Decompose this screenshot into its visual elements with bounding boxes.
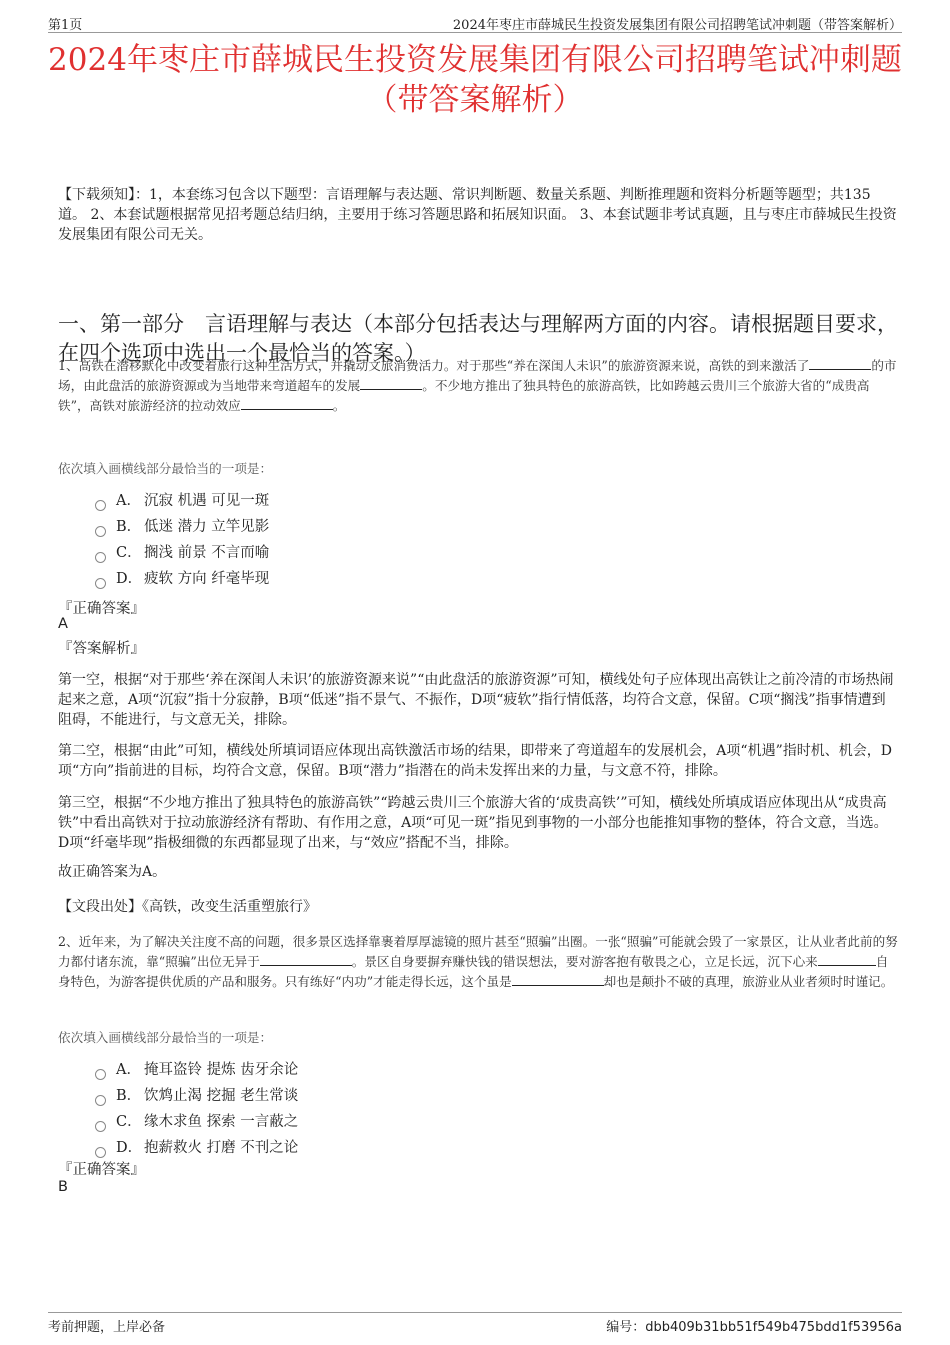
radio-icon[interactable] [95, 578, 106, 589]
page-number: 第1页 [48, 18, 83, 33]
blank [512, 973, 604, 986]
page-header [48, 12, 902, 33]
download-notice: 【下载须知】：1，本套练习包含以下题型：言语理解与表达题、常识判断题、数量关系题、判断推理题和资料分析题等题型；共135道。 2、本套试题根据常见招考题总结归纳，主要用于练习答题思路和拓展知识面。 3、本套试题非考试真题，且与枣庄市薛城民生投资发展集团有限公司无关。 [58, 187, 897, 243]
title-line-1: 2024年枣庄市薛城民生投资发展集团有限公司招聘笔试冲刺题 [48, 42, 902, 78]
title-line-2: （带答案解析） [366, 82, 584, 118]
radio-icon[interactable] [95, 1121, 106, 1132]
section-heading: 一、第一部分 言语理解与表达（本部分包括表达与理解两方面的内容。请根据题目要求，在四个选项中选出一个最恰当的答案。） [58, 312, 898, 365]
q2-answer: B [58, 1179, 68, 1195]
blank [809, 357, 871, 370]
radio-icon[interactable] [95, 1095, 106, 1106]
q1-analysis-2: 第二空，根据“由此”可知，横线处所填词语应体现出高铁激活市场的结果，即带来了弯道超车的发展机会，A项“机遇”指时机、机会，D项“方向”指前进的目标，均符合文意，保留。B项“潜力”指潜在的尚未发挥出来的力量，与文意不符，排除。 [58, 743, 892, 779]
q2-prompt: 依次填入画横线部分最恰当的一项是： [58, 1030, 273, 1045]
q2-option-d[interactable]: D． 抱薪救火 打磨 不刊之论 [95, 1135, 298, 1161]
radio-icon[interactable] [95, 552, 106, 563]
blank [818, 953, 876, 966]
q2-text-2: 。景区自身要摒弃赚快钱的错误想法，要对游客抱有敬畏之心，立足长远，沉下心来 [351, 954, 818, 969]
q2-options [95, 1057, 298, 1161]
blank [241, 397, 333, 410]
q1-options [95, 488, 269, 592]
footer-slogan: 考前押题，上岸必备 [48, 1320, 166, 1335]
radio-icon[interactable] [95, 1147, 106, 1158]
page-footer [48, 1312, 902, 1335]
q2-text-4: 却也是颠扑不破的真理，旅游业从业者须时时谨记。 [603, 974, 894, 989]
q1-text-3: 。不少地方推出了独具特色的旅游高铁，比如跨越云贵川三个旅游大省的“成贵高铁”，高铁对旅游经济的拉动效应 [58, 378, 870, 413]
question-1-stem [58, 356, 898, 416]
q1-answer-label: 『正确答案』 [58, 601, 145, 617]
q2-text-3: 自身特色，为游客提供优质的产品和服务。只有练好“内功”才能走得长远，这个虽是 [58, 954, 889, 989]
q1-analysis-4: 故正确答案为A。 [58, 864, 167, 880]
q1-option-b[interactable]: B． 低迷 潜力 立竿见影 [95, 514, 269, 540]
q1-text-1: 1、高铁在潜移默化中改变着旅行这种生活方式，并撬动文旅消费活力。对于那些“养在深闺人未识”的旅游资源来说，高铁的到来激活了 [58, 358, 810, 373]
q2-option-b[interactable]: B． 饮鸩止渴 挖掘 老生常谈 [95, 1083, 298, 1109]
q1-option-c[interactable]: C． 搁浅 前景 不言而喻 [95, 540, 269, 566]
q1-analysis-3: 第三空，根据“不少地方推出了独具特色的旅游高铁”“跨越云贵川三个旅游大省的‘成贵高铁’”可知，横线处所填成语应体现出从“成贵高铁”中看出高铁对于拉动旅游经济有帮助、有作用之意，A项“可见一斑”指见到事物的一小部分也能推知事物的整体，符合文意，当选。D项“纤毫毕现”指极细微的东西都显现了出来，与“效应”搭配不当，排除。 [58, 795, 888, 851]
q1-analysis-label: 『答案解析』 [58, 641, 145, 657]
radio-icon[interactable] [95, 500, 106, 511]
question-2-stem [58, 932, 898, 992]
q1-answer: A [58, 616, 68, 632]
q1-source: 【文段出处】《高铁，改变生活重塑旅行》 [58, 899, 317, 915]
radio-icon[interactable] [95, 1069, 106, 1080]
radio-icon[interactable] [95, 526, 106, 537]
blank [260, 953, 352, 966]
q2-answer-label: 『正确答案』 [58, 1162, 145, 1178]
q1-prompt: 依次填入画横线部分最恰当的一项是： [58, 461, 273, 476]
q2-text-1: 2、近年来，为了解决关注度不高的问题，很多景区选择靠裹着厚厚滤镜的照片甚至“照骗”出圈。一张“照骗”可能就会毁了一家景区，让从业者此前的努力都付诸东流，靠“照骗”出位无异于 [58, 934, 898, 969]
blank [360, 377, 422, 390]
q1-option-d[interactable]: D． 疲软 方向 纤毫毕现 [95, 566, 269, 592]
q1-text-4: 。 [332, 398, 346, 413]
q1-text-2: 的市场，由此盘活的旅游资源或为当地带来弯道超车的发展 [58, 358, 897, 393]
q2-option-a[interactable]: A． 掩耳盗铃 提炼 齿牙余论 [95, 1057, 298, 1083]
footer-code: 编号：dbb409b31bb51f549b475bdd1f53956a [606, 1320, 902, 1335]
header-doc-title: 2024年枣庄市薛城民生投资发展集团有限公司招聘笔试冲刺题（带答案解析） [452, 18, 902, 33]
q1-option-a[interactable]: A． 沉寂 机遇 可见一斑 [95, 488, 269, 514]
q2-option-c[interactable]: C． 缘木求鱼 探索 一言蔽之 [95, 1109, 298, 1135]
q1-analysis-1: 第一空，根据“对于那些‘养在深闺人未识’的旅游资源来说”“由此盘活的旅游资源”可知，横线处句子应体现出高铁让之前冷清的市场热闹起来之意，A项“沉寂”指十分寂静，B项“低迷”指不景气、不振作，D项“疲软”指行情低落，均符合文意，保留。C项“搁浅”指事情遭到阻碍，不能进行，与文意无关，排除。 [58, 672, 894, 728]
page-title [40, 40, 910, 120]
